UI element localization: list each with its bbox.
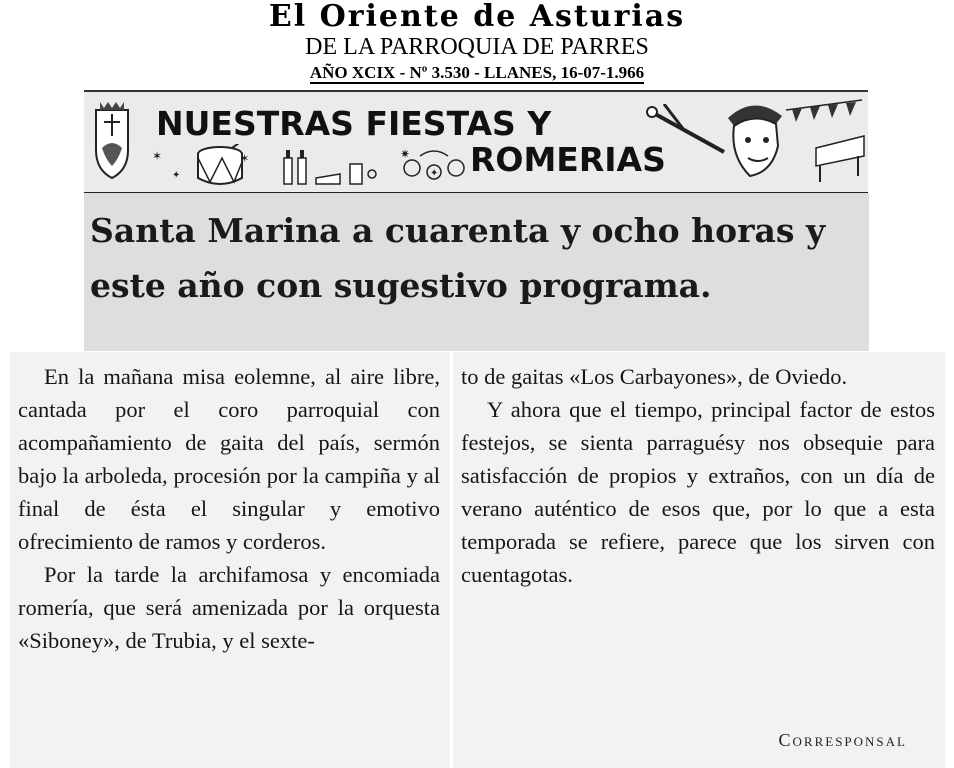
headline-block	[84, 193, 869, 351]
piper-face-icon	[720, 96, 790, 186]
svg-text:✦: ✦	[430, 168, 439, 179]
issue-line	[0, 63, 954, 83]
paragraph-morning: En la mañana misa eolemne, al aire libre, cantada por el coro parroquial con acompañamiento de gaita del país, sermón bajo la arboleda, procesión por la campiña y al final de ésta el singular y emotivo ofrecimiento de ramos y corderos.	[18, 364, 440, 554]
section-banner	[84, 90, 868, 195]
issue-text: AÑO XCIX - Nº 3.530 - LLANES, 16-07-1.966	[309, 63, 645, 82]
article-column-left	[10, 352, 450, 768]
parish-subtitle: DE LA PARROQUIA DE PARRES	[305, 34, 649, 60]
banner-line-2: ROMERIAS	[470, 140, 666, 179]
svg-text:✷: ✷	[400, 147, 411, 161]
author-signature: Corresponsal	[778, 730, 907, 750]
coat-of-arms-icon	[90, 100, 134, 182]
newspaper-title: El Oriente de Asturias	[268, 0, 686, 34]
paragraph-weather: Y ahora que el tiempo, principal factor de estos festejos, se sienta parraguésy nos obsequie para satisfacción de propios y extraños, con un día de verano auténtico de esos que, por lo que a esta temporada se refiere, parece que los sirven con cuentagotas.	[461, 397, 935, 587]
flowers-icon	[400, 146, 470, 186]
article-headline: Santa Marina a cuarenta y ocho horas y este año con sugestivo programa.	[90, 211, 826, 305]
bunting-icon	[786, 96, 866, 186]
banner-line-1: NUESTRAS FIESTAS Y	[156, 104, 552, 143]
paragraph-afternoon: Por la tarde la archifamosa y encomiada romería, que será amenizada por la orquesta «Siboney», de Trubia, y el sexte-	[18, 562, 440, 653]
svg-text:✶: ✶	[240, 152, 250, 165]
svg-text:✦: ✦	[172, 170, 181, 181]
article-column-right	[453, 352, 945, 768]
paragraph-continuation: to de gaitas «Los Carbayones», de Oviedo.	[461, 364, 848, 389]
svg-text:✶: ✶	[152, 149, 163, 163]
